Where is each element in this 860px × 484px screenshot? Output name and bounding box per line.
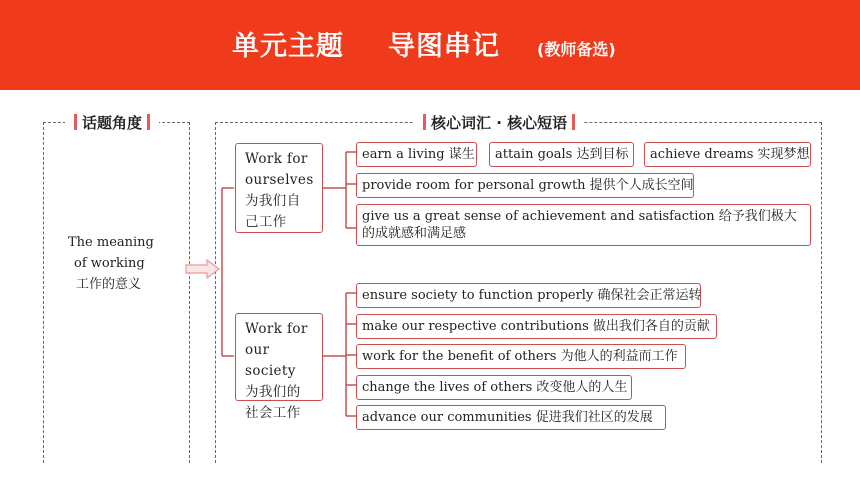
topic-zh: 工作的意义 (76, 277, 142, 292)
phrase-advance-communities: advance our communities 促进我们社区的发展 (356, 405, 666, 430)
group-label-line: 为我们自 (245, 193, 301, 209)
group-label-line: 己工作 (245, 214, 287, 230)
phrase-give-us-sense: give us a great sense of achievement and satisfaction 给予我们极大的成就感和满足感 (356, 204, 811, 246)
phrase-work-for-benefit: work for the benefit of others 为他人的利益而工作 (356, 344, 686, 369)
group-label-line: our society (245, 342, 296, 379)
group-work-for-ourselves (235, 143, 323, 233)
phrase-attain-goals: attain goals 达到目标 (489, 142, 634, 167)
group-label-line: 为我们的 (245, 384, 301, 400)
group-label-line: ourselves (245, 172, 314, 188)
phrase-earn-a-living: earn a living 谋生 (356, 142, 477, 167)
topic-angle-heading-text: 话题角度 (82, 114, 143, 132)
phrase-achieve-dreams: achieve dreams 实现梦想 (644, 142, 811, 167)
phrase-make-contributions: make our respective contributions 做出我们各自的贡献 (356, 314, 717, 339)
group-label-line: Work for (245, 321, 308, 337)
phrase-change-lives: change the lives of others 改变他人的人生 (356, 375, 632, 400)
title-note: (教师备选) (537, 40, 616, 59)
topic-en-line1: The meaning (68, 235, 154, 250)
topic-en-line2: of working (74, 256, 145, 271)
phrase-ensure-society: ensure society to function properly 确保社会正常运转 (356, 283, 701, 308)
core-vocabulary-heading-text: 核心词汇 · 核心短语 (431, 114, 568, 132)
group-label-line: 社会工作 (245, 405, 301, 421)
phrase-provide-room: provide room for personal growth 提供个人成长空间 (356, 173, 694, 198)
title-part1: 单元主题 (232, 31, 344, 62)
group-work-for-our-society (235, 313, 323, 421)
title-part2: 导图串记 (388, 31, 500, 62)
group-label-line: Work for (245, 151, 308, 167)
